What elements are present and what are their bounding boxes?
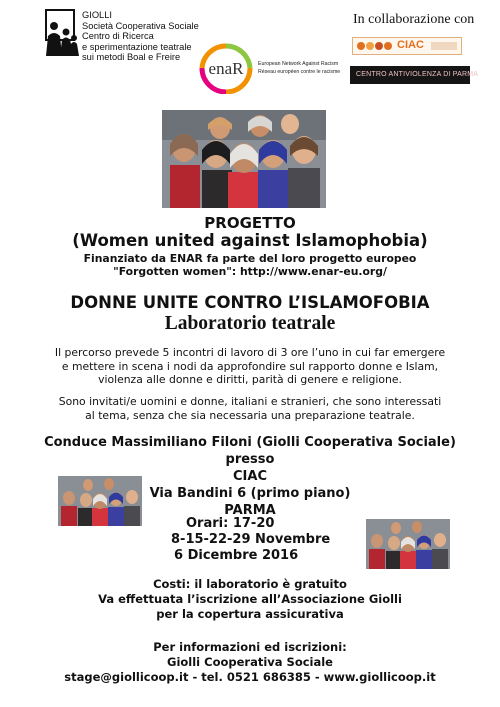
giolli-logo: [40, 8, 80, 58]
org-line: Società Cooperativa Sociale: [82, 20, 199, 31]
cav-logo-text: CENTRO ANTIVIOLENZA DI PARMA: [356, 71, 479, 78]
org-line: sui metodi Boal e Freire: [82, 52, 181, 63]
italian-title: DONNE UNITE CONTRO L’ISLAMOFOBIA: [70, 293, 430, 312]
description-line: al tema, senza che sia necessaria una preparazione teatrale.: [85, 408, 415, 422]
enar-logo: [198, 42, 254, 94]
ciac-logo-text: CIAC: [397, 39, 424, 51]
presso-line: presso: [225, 452, 275, 467]
description-line: violenza alle donne e diritti, parità di genere e religione.: [98, 373, 402, 386]
org-line: e sperimentazione teatrale: [82, 41, 192, 52]
costs-line-3: per la copertura assicurativa: [156, 607, 344, 621]
contacts-line-1: Per informazioni ed iscrizioni:: [153, 640, 347, 654]
ciac-logo-strip: [431, 42, 457, 50]
enar-tagline: [258, 60, 340, 76]
collab-label: In collaborazione con: [353, 12, 475, 27]
schedule-hours: Orari: 17-20: [186, 516, 275, 531]
enar-logo-text: enaR: [208, 59, 244, 78]
funded-line-2: "Forgotten women": http://www.enar-eu.org/: [113, 265, 387, 278]
english-title: (Women united against Islamophobia): [72, 231, 428, 250]
description-line: e mettere in scena i nodi da approfondire sul rapporto donne e Islam,: [61, 359, 439, 373]
contacts-line-3: stage@giollicoop.it - tel. 0521 686385 - www.giollicoop.it: [64, 670, 436, 684]
org-line: Centro di Ricerca: [82, 31, 154, 42]
schedule-dates-2: 6 Dicembre 2016: [174, 548, 299, 563]
progetto-label: PROGETTO: [204, 214, 296, 232]
description-paragraph-1: [0, 346, 500, 387]
ciac-logo: [352, 37, 462, 55]
org-line: GIOLLI: [82, 10, 112, 20]
women-group-photo-small-right: [366, 519, 450, 569]
description-line: Il percorso prevede 5 incontri di lavoro di 3 ore l’uno in cui far emergere: [54, 346, 446, 359]
description-line: Sono invitati/e uomini e donne, italiani e stranieri, che sono interessati: [58, 395, 442, 408]
funded-line-1: Finanziato da ENAR fa parte del loro progetto europeo: [83, 252, 417, 265]
venue-city: PARMA: [224, 503, 276, 518]
giolli-org-text: [82, 10, 199, 63]
enar-line: European Network Against Racism: [258, 61, 339, 67]
women-group-photo: [162, 110, 326, 208]
description-paragraph-2: [0, 395, 500, 422]
venue-address: Via Bandini 6 (primo piano): [149, 486, 351, 501]
schedule-dates-1: 8-15-22-29 Novembre: [171, 532, 331, 547]
costs-line-2: Va effettuata l’iscrizione all’Associazione Giolli: [98, 592, 402, 606]
enar-line: Réseau européen contre le racisme: [258, 69, 341, 75]
ciac-logo-figures: [356, 41, 394, 51]
women-group-photo-small-left: [58, 476, 142, 526]
centro-antiviolenza-logo: [350, 66, 479, 84]
contacts-line-2: Giolli Cooperativa Sociale: [167, 655, 333, 669]
venue-name: CIAC: [233, 469, 267, 484]
conduce-line: Conduce Massimiliano Filoni (Giolli Cooperativa Sociale): [44, 435, 456, 450]
costs-line-1: Costi: il laboratorio è gratuito: [153, 577, 347, 591]
subtitle: Laboratorio teatrale: [164, 313, 336, 334]
